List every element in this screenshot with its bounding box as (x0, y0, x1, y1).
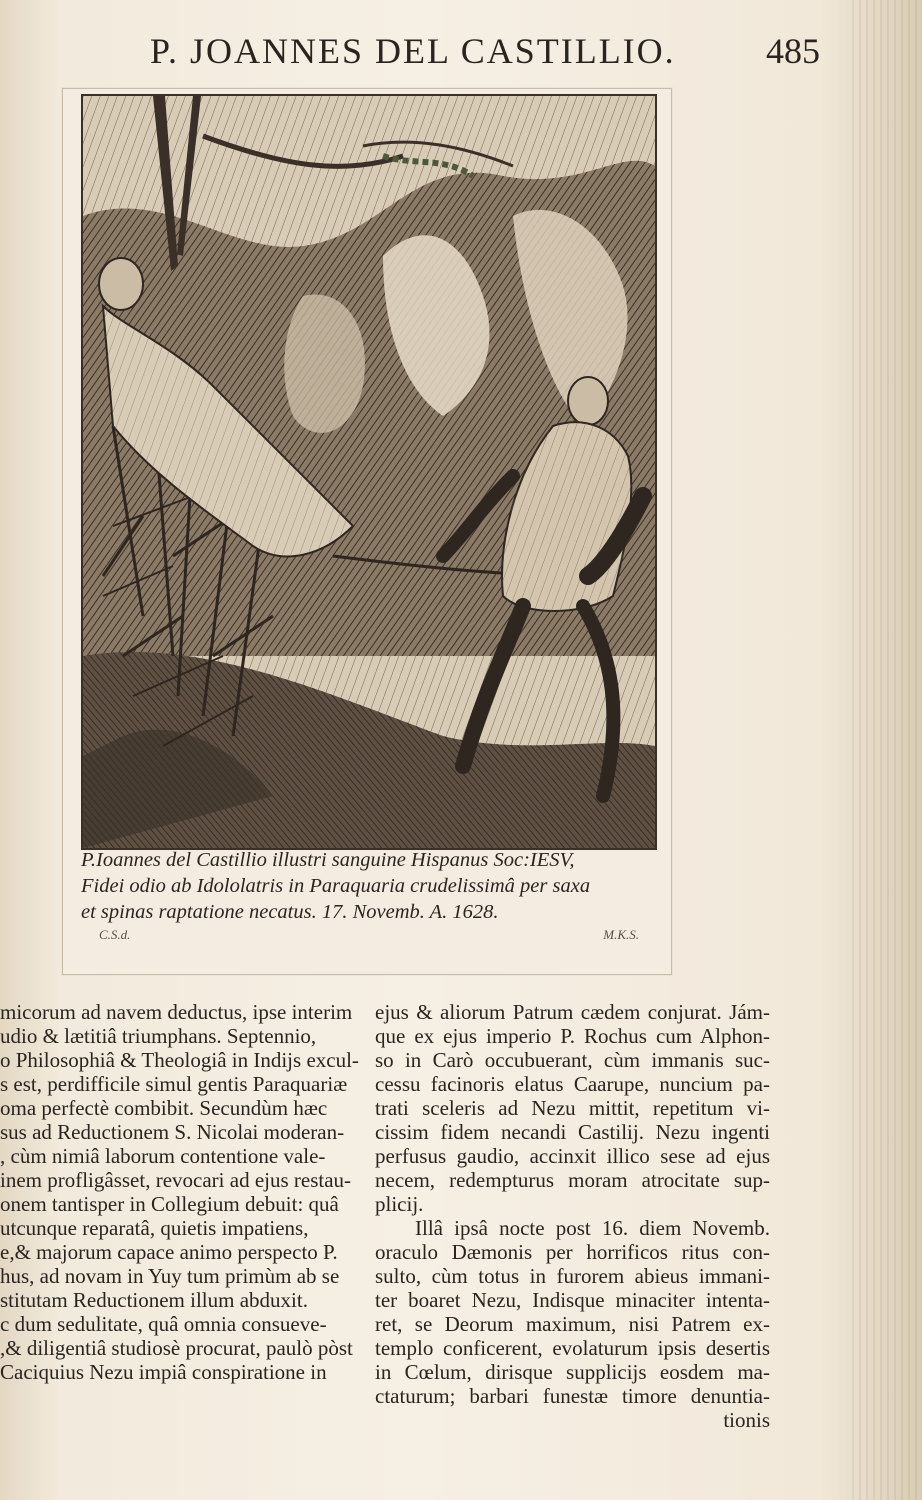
engraving-caption (81, 847, 661, 925)
engraved-plate (62, 88, 672, 975)
text-line: stitutam Reductionem illum abduxit. (0, 1288, 308, 1312)
engraving-illustration (81, 94, 657, 850)
text-line: onem tantisper in Collegium debuit: quâ (0, 1192, 339, 1216)
text-line: necem, redempturus moram atrocitate sup- (375, 1168, 770, 1192)
text-line: in Cœlum, dirisque supplicijs eosdem ma- (375, 1360, 770, 1384)
text-line: sulto, cùm totus in furorem abieus immani- (375, 1264, 770, 1288)
text-line: ret, se Deorum maximum, nisi Patrem ex- (375, 1312, 770, 1336)
right-text-column (375, 1000, 770, 1432)
text-line: cissim fidem necandi Castilij. Nezu ingenti (375, 1120, 770, 1144)
caption-line: P.Ioannes del Castillio illustri sanguine Hispanus Soc:IESV, (81, 849, 575, 871)
paragraph-start: Illâ ipsâ nocte post 16. diem Novemb. (415, 1216, 770, 1240)
text-line: o Philosophiâ & Theologiâ in Indijs excul- (0, 1048, 359, 1072)
text-line: Caciquius Nezu impiâ conspiratione in (0, 1360, 327, 1384)
text-line: hus, ad novam in Yuy tum primùm ab se (0, 1264, 340, 1288)
engraver-signatures (99, 927, 639, 947)
engraving-scene (83, 96, 655, 848)
text-line: oma perfectè combibit. Secundùm hæc (0, 1096, 328, 1120)
text-line: inem profligâsset, revocari ad ejus restau- (0, 1168, 352, 1192)
text-line: udio & lætitiâ triumphans. Septennio, (0, 1024, 317, 1048)
running-title: P. JOANNES DEL CASTILLIO. (150, 31, 676, 71)
text-line: ter boaret Nezu, Indisque minaciter intenta- (375, 1288, 770, 1312)
text-line: oraculo Dæmonis per horrificos ritus con- (375, 1240, 770, 1264)
text-line: plicij. (375, 1192, 424, 1216)
signature-right: M.K.S. (603, 927, 639, 942)
catchword: tionis (723, 1408, 770, 1432)
text-line: utcunque reparatâ, quietis impatiens, (0, 1216, 309, 1240)
page-number: 485 (766, 31, 820, 71)
text-line: perfusus gaudio, accinxit illico sese ad ejus (375, 1144, 770, 1168)
page-header (150, 22, 820, 72)
text-line: ,& diligentiâ studiosè procurat, paulò pòst (0, 1336, 353, 1360)
text-line: micorum ad navem deductus, ipse interim (0, 1000, 353, 1024)
caption-line: et spinas raptatione necatus. 17. Novemb. A. 1628. (81, 901, 499, 923)
text-line: cessu facinoris elatus Caarupe, nuncium pa- (375, 1072, 770, 1096)
text-line: trati sceleris ad Nezu mittit, repetitum vi- (375, 1096, 770, 1120)
text-line: c dum sedulitate, quâ omnia consueve- (0, 1312, 327, 1336)
text-line: ctaturum; barbari funestæ timore denuntia- (375, 1384, 770, 1408)
text-line: que ex ejus imperio P. Rochus cum Alphon- (375, 1024, 770, 1048)
text-line: s est, perdifficile simul gentis Paraquariæ (0, 1072, 348, 1096)
page-edge-shadow (852, 0, 922, 1500)
text-line: so in Carò occubuerant, cùm immanis suc- (375, 1048, 770, 1072)
caption-line: Fidei odio ab Idololatris in Paraquaria crudelissimâ per saxa (81, 875, 591, 897)
text-line: sus ad Reductionem S. Nicolai moderan- (0, 1120, 345, 1144)
text-line: ejus & aliorum Patrum cædem conjurat. Jám- (375, 1000, 770, 1024)
text-line: e,& majorum capace animo perspecto P. (0, 1240, 338, 1264)
text-line: templo conficerent, evolaturum ipsis desertis (375, 1336, 770, 1360)
text-line: , cùm nimiâ laborum contentione vale- (0, 1144, 326, 1168)
left-text-column (0, 1000, 366, 1384)
signature-left: C.S.d. (99, 927, 131, 942)
